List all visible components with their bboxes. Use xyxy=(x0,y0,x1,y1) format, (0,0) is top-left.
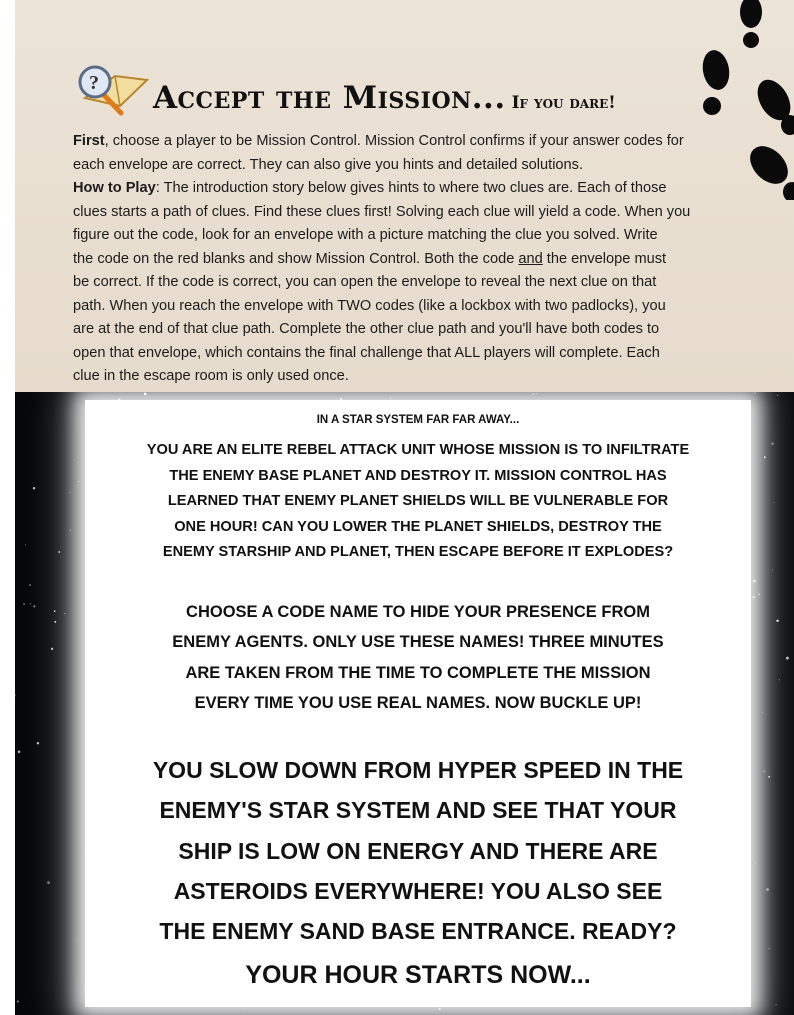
star xyxy=(763,771,765,773)
star xyxy=(144,393,147,396)
star xyxy=(779,679,780,680)
star xyxy=(772,569,773,570)
star xyxy=(64,613,65,614)
story-paragraph-3 xyxy=(85,750,751,996)
story-line: ENEMY AGENTS. ONLY USE THESE NAMES! THREE MINUTES xyxy=(172,633,664,652)
star xyxy=(753,580,756,583)
page-title xyxy=(153,80,616,116)
rules-line: be correct. If the code is correct, you can open the envelope to reveal the next clue on that xyxy=(73,274,657,290)
underlined-and: and xyxy=(518,250,543,267)
star xyxy=(774,502,775,503)
rules-line: open that envelope, which contains the final challenge that ALL players will complete. Each xyxy=(73,344,660,361)
star xyxy=(532,393,534,395)
star xyxy=(58,551,60,553)
star xyxy=(75,940,76,941)
rules-line: are at the end of that clue path. Complete the other clue path and you'll have both codes to xyxy=(73,321,660,337)
svg-text:?: ? xyxy=(89,72,99,94)
star xyxy=(762,712,763,713)
rules-text xyxy=(73,130,690,389)
story-line: ARE TAKEN FROM THE TIME TO COMPLETE THE MISSION xyxy=(185,663,651,682)
story-final-line: YOUR HOUR STARTS NOW... xyxy=(245,961,591,990)
rules-line-text: : The introduction story below gives hints to where two clues are. Each of those xyxy=(155,180,667,196)
story-paragraph-1 xyxy=(85,438,751,566)
star xyxy=(78,481,79,482)
story-line: ASTEROIDS EVERYWHERE! YOU ALSO SEE xyxy=(173,877,663,904)
star xyxy=(764,456,766,458)
how-to-play-label: How to Play xyxy=(73,180,156,196)
star xyxy=(755,863,756,864)
title-subtitle: If you dare! xyxy=(511,93,616,113)
star xyxy=(51,648,53,650)
rules-line xyxy=(73,248,690,272)
star xyxy=(33,605,35,607)
story-intro: IN A STAR SYSTEM FAR FAR AWAY... xyxy=(316,414,520,426)
story-line: YOU ARE AN ELITE REBEL ATTACK UNIT WHOSE MISSION IS TO INFILTRATE xyxy=(146,442,690,458)
star xyxy=(15,695,16,697)
star xyxy=(768,776,770,778)
star xyxy=(37,742,39,744)
rules-line xyxy=(73,130,690,154)
story-line: YOU SLOW DOWN FROM HYPER SPEED IN THE xyxy=(152,757,684,783)
star xyxy=(524,396,525,397)
star xyxy=(771,442,774,445)
star xyxy=(74,460,75,461)
star xyxy=(769,948,770,949)
rules-line-text: the envelope must xyxy=(542,250,667,267)
star xyxy=(777,395,778,396)
story-line: SHIP IS LOW ON ENERGY AND THERE ARE xyxy=(178,837,658,864)
star xyxy=(754,392,756,394)
title-text: Accept the Mission... xyxy=(153,80,506,116)
story-line: LEARNED THAT ENEMY PLANET SHIELDS WILL BE VULNERABLE FOR xyxy=(167,493,669,510)
story-line: THE ENEMY SAND BASE ENTRANCE. READY? xyxy=(159,918,677,945)
star xyxy=(766,888,769,891)
story-line: CHOOSE A CODE NAME TO HIDE YOUR PRESENCE FROM xyxy=(186,603,650,621)
star xyxy=(30,603,31,604)
rules-line-text: the code on the red blanks and show Mission Control. Both the code xyxy=(73,250,519,267)
rules-line: path. When you reach the envelope with TWO codes (like a lockbox with two padlocks), you xyxy=(73,297,666,314)
story-line: ENEMY STARSHIP AND PLANET, THEN ESCAPE BEFORE IT EXPLODES? xyxy=(162,544,674,561)
star xyxy=(244,1014,245,1015)
rules-line: clue in the escape room is only used once. xyxy=(73,368,349,384)
story-line: THE ENEMY BASE PLANET AND DESTROY IT. MISSION CONTROL HAS xyxy=(169,467,667,484)
star xyxy=(776,620,778,622)
star xyxy=(758,594,760,596)
star xyxy=(390,397,391,398)
rules-line xyxy=(73,177,690,201)
story-box xyxy=(85,400,751,1007)
rules-line: each envelope are correct. They can also give you hints and detailed solutions. xyxy=(73,156,584,173)
star xyxy=(18,751,21,754)
star xyxy=(33,487,35,489)
rules-line-text: , choose a player to be Mission Control. Mission Control confirms if your answer codes for xyxy=(104,133,684,149)
story-line: ENEMY'S STAR SYSTEM AND SEE THAT YOUR xyxy=(159,797,677,824)
star xyxy=(54,610,56,612)
star xyxy=(536,393,537,394)
star xyxy=(70,530,71,531)
star xyxy=(54,621,56,623)
first-label: First xyxy=(73,133,105,149)
star xyxy=(47,881,50,884)
rules-line: clues starts a path of clues. Find these clues first! Solving each clue will yield a code. When you xyxy=(73,203,691,220)
star xyxy=(69,492,70,493)
star xyxy=(786,657,789,660)
story-line: ONE HOUR! CAN YOU LOWER THE PLANET SHIELDS, DESTROY THE xyxy=(174,518,662,535)
star xyxy=(753,596,755,598)
star xyxy=(17,1001,19,1003)
footprints-icon xyxy=(684,0,794,200)
starfield-panel xyxy=(15,392,794,1015)
rules-line: figure out the code, look for an envelope with a picture matching the clue you solved. Write xyxy=(73,227,658,243)
star xyxy=(25,544,26,545)
star xyxy=(439,1008,441,1010)
story-line: EVERY TIME YOU USE REAL NAMES. NOW BUCKLE UP! xyxy=(194,694,642,713)
star xyxy=(775,1004,776,1005)
star xyxy=(29,584,31,586)
star xyxy=(23,603,25,605)
story-paragraph-2 xyxy=(85,597,751,719)
instructions-panel xyxy=(15,0,794,392)
magnifier-book-icon xyxy=(75,58,155,118)
